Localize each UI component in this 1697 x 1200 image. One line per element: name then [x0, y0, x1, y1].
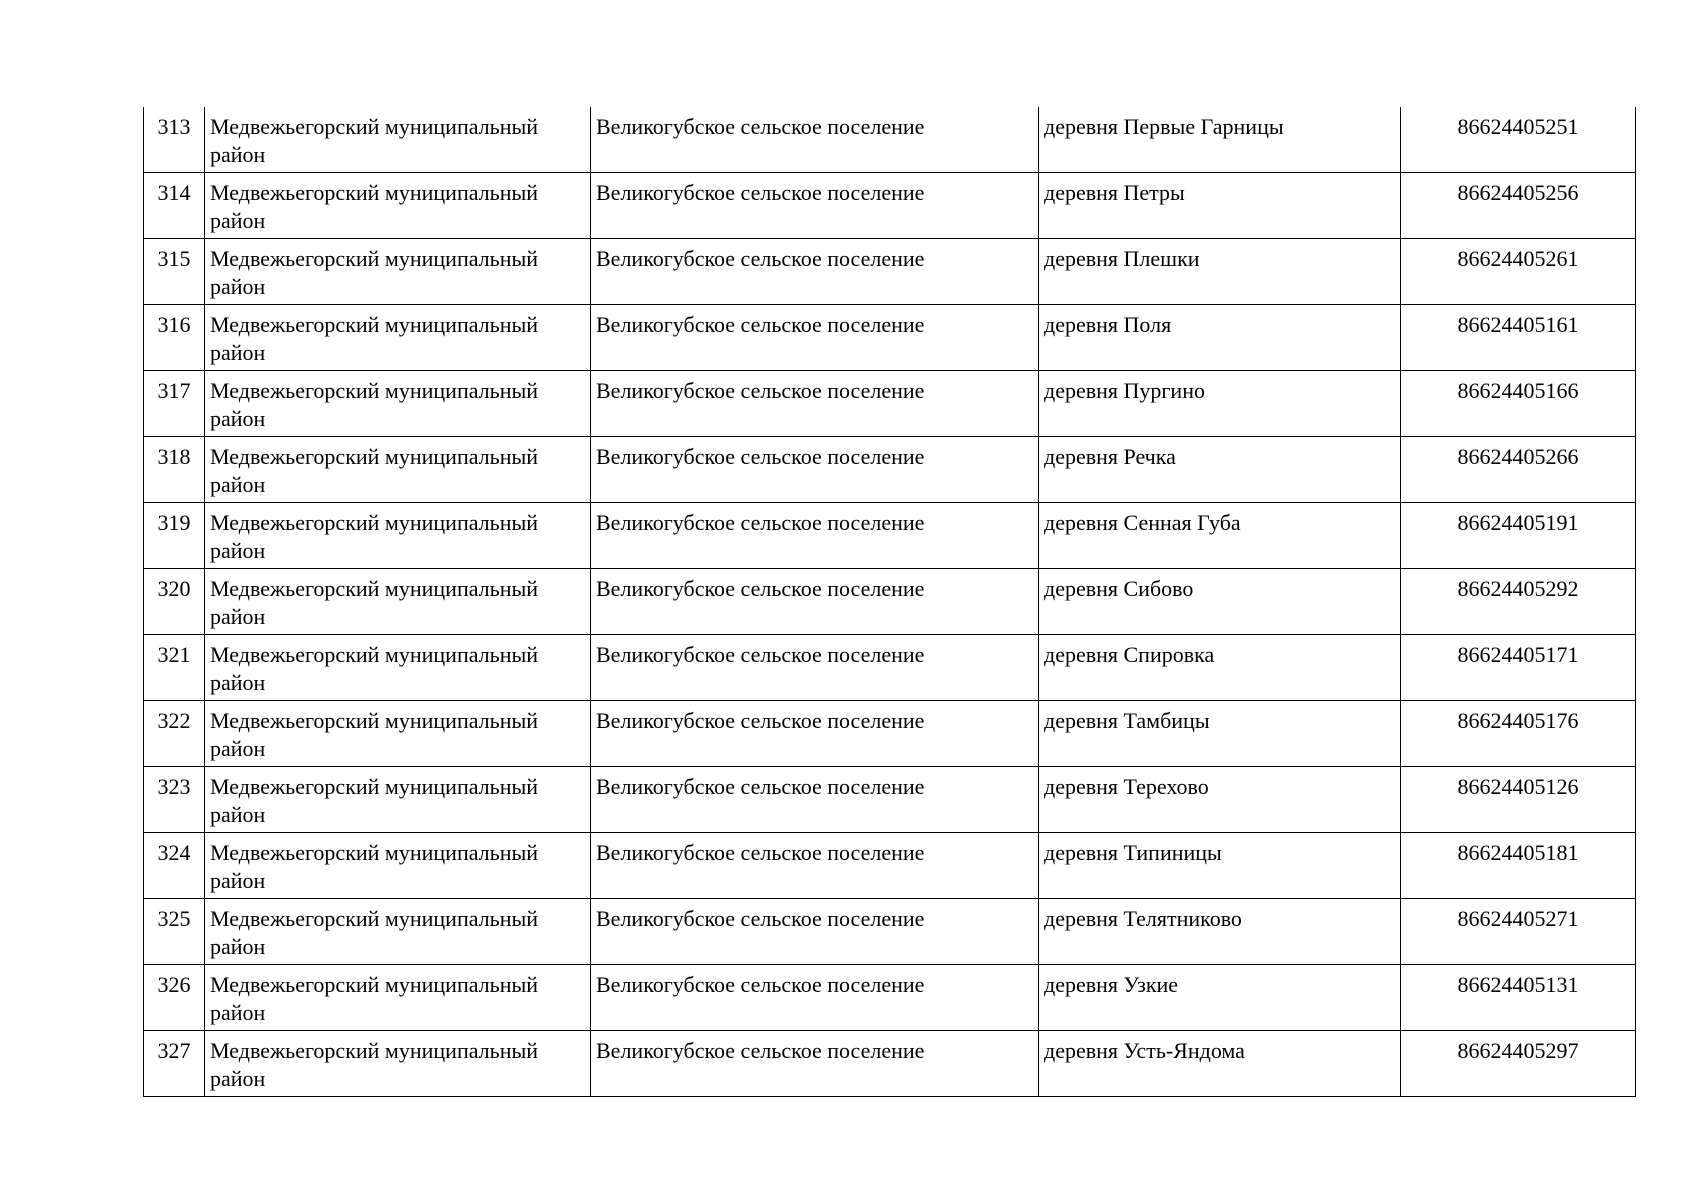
row-number-cell: 326 — [144, 965, 205, 1031]
oktmo-code-cell: 86624405161 — [1401, 305, 1636, 371]
table-row — [144, 701, 1636, 767]
row-number-cell: 322 — [144, 701, 205, 767]
district-cell: Медвежьегорский муниципальный район — [205, 503, 591, 569]
district-cell: Медвежьегорский муниципальный район — [205, 371, 591, 437]
settlement-cell: Великогубское сельское поселение — [591, 833, 1039, 899]
row-number-cell: 318 — [144, 437, 205, 503]
table-row — [144, 899, 1636, 965]
oktmo-code-cell: 86624405266 — [1401, 437, 1636, 503]
table-row — [144, 635, 1636, 701]
locality-cell: деревня Типиницы — [1039, 833, 1401, 899]
row-number-cell: 321 — [144, 635, 205, 701]
locality-cell: деревня Сибово — [1039, 569, 1401, 635]
settlement-cell: Великогубское сельское поселение — [591, 965, 1039, 1031]
locality-cell: деревня Пургино — [1039, 371, 1401, 437]
oktmo-code-cell: 86624405166 — [1401, 371, 1636, 437]
row-number-cell: 327 — [144, 1031, 205, 1097]
row-number-cell: 324 — [144, 833, 205, 899]
oktmo-code-cell: 86624405131 — [1401, 965, 1636, 1031]
oktmo-code-cell: 86624405191 — [1401, 503, 1636, 569]
district-cell: Медвежьегорский муниципальный район — [205, 107, 591, 173]
table-body — [144, 107, 1636, 1097]
oktmo-code-cell: 86624405292 — [1401, 569, 1636, 635]
district-cell: Медвежьегорский муниципальный район — [205, 173, 591, 239]
district-cell: Медвежьегорский муниципальный район — [205, 437, 591, 503]
locality-cell: деревня Тамбицы — [1039, 701, 1401, 767]
table-row — [144, 107, 1636, 173]
district-cell: Медвежьегорский муниципальный район — [205, 1031, 591, 1097]
settlement-cell: Великогубское сельское поселение — [591, 1031, 1039, 1097]
locality-cell: деревня Первые Гарницы — [1039, 107, 1401, 173]
locality-cell: деревня Речка — [1039, 437, 1401, 503]
row-number-cell: 316 — [144, 305, 205, 371]
table-row — [144, 371, 1636, 437]
row-number-cell: 317 — [144, 371, 205, 437]
settlement-cell: Великогубское сельское поселение — [591, 107, 1039, 173]
locality-cell: деревня Телятниково — [1039, 899, 1401, 965]
locality-cell: деревня Поля — [1039, 305, 1401, 371]
settlement-cell: Великогубское сельское поселение — [591, 503, 1039, 569]
settlement-cell: Великогубское сельское поселение — [591, 239, 1039, 305]
district-cell: Медвежьегорский муниципальный район — [205, 701, 591, 767]
oktmo-code-cell: 86624405261 — [1401, 239, 1636, 305]
locality-cell: деревня Сенная Губа — [1039, 503, 1401, 569]
district-cell: Медвежьегорский муниципальный район — [205, 569, 591, 635]
district-cell: Медвежьегорский муниципальный район — [205, 899, 591, 965]
district-cell: Медвежьегорский муниципальный район — [205, 767, 591, 833]
oktmo-code-cell: 86624405176 — [1401, 701, 1636, 767]
locality-cell: деревня Петры — [1039, 173, 1401, 239]
row-number-cell: 314 — [144, 173, 205, 239]
oktmo-code-cell: 86624405271 — [1401, 899, 1636, 965]
table-row — [144, 173, 1636, 239]
district-cell: Медвежьегорский муниципальный район — [205, 965, 591, 1031]
settlement-cell: Великогубское сельское поселение — [591, 635, 1039, 701]
oktmo-code-cell: 86624405126 — [1401, 767, 1636, 833]
row-number-cell: 315 — [144, 239, 205, 305]
table-row — [144, 767, 1636, 833]
table-row — [144, 437, 1636, 503]
settlement-cell: Великогубское сельское поселение — [591, 899, 1039, 965]
oktmo-code-cell: 86624405181 — [1401, 833, 1636, 899]
oktmo-code-cell: 86624405256 — [1401, 173, 1636, 239]
row-number-cell: 319 — [144, 503, 205, 569]
locality-cell: деревня Плешки — [1039, 239, 1401, 305]
oktmo-code-cell: 86624405171 — [1401, 635, 1636, 701]
row-number-cell: 325 — [144, 899, 205, 965]
table-row — [144, 965, 1636, 1031]
settlement-cell: Великогубское сельское поселение — [591, 701, 1039, 767]
locality-cell: деревня Спировка — [1039, 635, 1401, 701]
oktmo-code-cell: 86624405297 — [1401, 1031, 1636, 1097]
oktmo-code-cell: 86624405251 — [1401, 107, 1636, 173]
settlement-cell: Великогубское сельское поселение — [591, 173, 1039, 239]
settlements-table — [143, 107, 1636, 1097]
table-row — [144, 239, 1636, 305]
settlement-cell: Великогубское сельское поселение — [591, 437, 1039, 503]
settlement-cell: Великогубское сельское поселение — [591, 305, 1039, 371]
locality-cell: деревня Терехово — [1039, 767, 1401, 833]
district-cell: Медвежьегорский муниципальный район — [205, 833, 591, 899]
row-number-cell: 313 — [144, 107, 205, 173]
locality-cell: деревня Узкие — [1039, 965, 1401, 1031]
settlement-cell: Великогубское сельское поселение — [591, 767, 1039, 833]
table-row — [144, 569, 1636, 635]
settlement-cell: Великогубское сельское поселение — [591, 371, 1039, 437]
table-row — [144, 305, 1636, 371]
locality-cell: деревня Усть-Яндома — [1039, 1031, 1401, 1097]
settlement-cell: Великогубское сельское поселение — [591, 569, 1039, 635]
row-number-cell: 320 — [144, 569, 205, 635]
row-number-cell: 323 — [144, 767, 205, 833]
table-row — [144, 833, 1636, 899]
district-cell: Медвежьегорский муниципальный район — [205, 305, 591, 371]
district-cell: Медвежьегорский муниципальный район — [205, 635, 591, 701]
table-row — [144, 1031, 1636, 1097]
district-cell: Медвежьегорский муниципальный район — [205, 239, 591, 305]
table-row — [144, 503, 1636, 569]
